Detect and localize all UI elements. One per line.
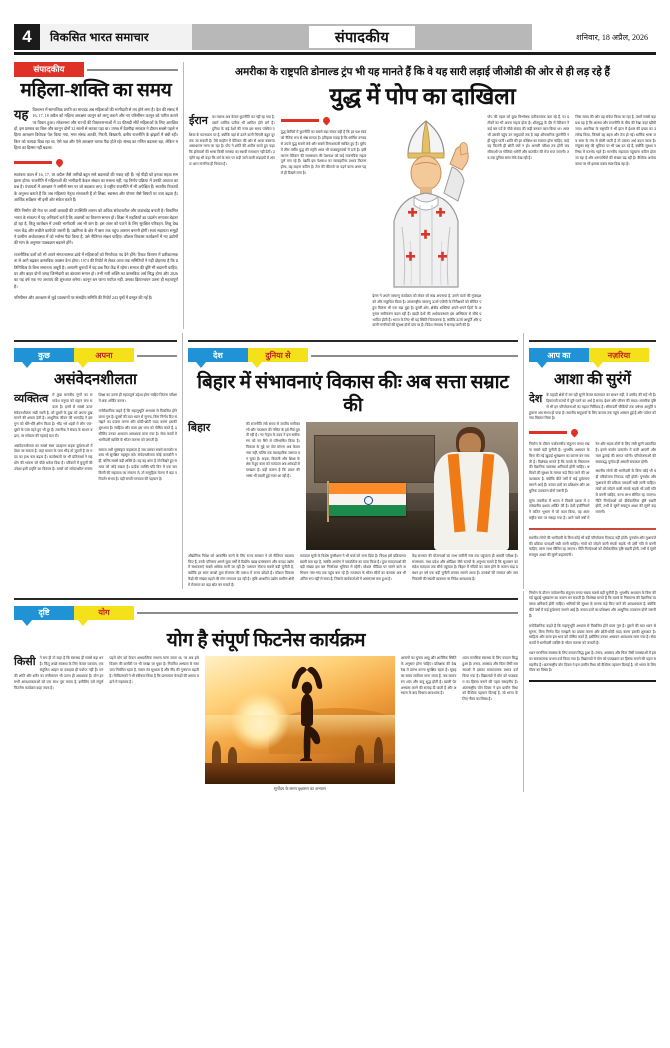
pope-illustration [374,115,479,290]
divider-dark [14,598,518,600]
lead-col-5 [575,115,656,329]
middle-block [14,333,656,588]
editorial-para-1: यह विश्वभर में सामाजिक प्रगति का मापदंड अब महिलाओं की भागीदारी से तय होने लगा है। देश की संसद में 16, 17, 18 अप्रैल को महिला आरक्षण कानून को लागू कराने और नए परिसीमन कानून को पारित कराने पर विचार हुआ। लोकसभा और राज्यों की विधानसभाओं में 33 फीसदी सीटें महिलाओं के लिए आरक्षित हों, इस प्रस्ताव का बिल और कानून दोनों 32 सालों से लटका पड़ा था। 1996 में देवगौड़ा सरकार ने दौरान सबसे पहले महिला आरक्षण विधेयक पेश किया गया, मगर संसद अटकी, गिरती, बिखरती, दलीय राजनीति के झंझटों में बंधी रही। किन को फायदा दिख रहा था, ऐसे पक्ष और ऐसे आरक्षण धारक पैदा होते रहे। संसद का गणित बदलता रहा, लेकिन महिला का हिस्सा नहीं बदला। [14,106,178,151]
ashaa-story [529,333,656,588]
yoga-col-3 [401,656,518,792]
bottom-block [14,591,656,793]
lead-para-e: जिस समय की ओर यह संकेत किया जा रहा है, उसमें सबसे बड़ा प्रश्न यह है कि आस्था और राजनीति के बीच की रेखा कहां खींची जाए। अमरीका के राष्ट्रपति ने भी हाल में ईश्वर की इच्छा का उल्लेख किया, जिससे यह बहस और तेज हो गई। धार्मिक भाषा जब सत्ता के मंच से बोली जाती है तो उसका अर्थ बदल जाता है। संयुक्त राष्ट्र की भूमिका पर भी प्रश्न उठ रहे हैं, क्योंकि सुरक्षा परिषद में मतभेद गहरे हैं। मानवीय सहायता पहुंचाना कठिन होता जा रहा है और शरणार्थियों की संख्या बढ़ रही है। वैश्विक अर्थव्यवस्था पर भी इसका दबाव स्पष्ट दिख रहा है। [575,115,656,166]
ashaa-tail: स्थानीय लोगों की भागीदारी के बिना कोई भी बड़ी परियोजना टिकाऊ नहीं होती। पुनर्वास और मुआवजे की प्रक्रिया पारदर्शी रखी जानी चाहिए। गांवों को जोड़ने वाली संपर्क सड़कें भी उसी गति से बननी चाहिए, वरना लाभ सीमित रह जाएगा। नीति निर्माताओं को दीर्घकालिक दृष्टि रखनी होगी, तभी ये सुरंगें सचमुच आशा की सुरंगें कहलाएंगी। [528,535,656,558]
bihar-tagrow [188,348,518,363]
section-title: संपादकीय [309,26,415,48]
vyaktitva-headline: असंवेदनशीलता [54,372,137,389]
bihar-col-2 [246,422,300,550]
editorial-footnote: परिसीमन और आरक्षण से जुड़े प्रावधानों पर संसदीय समिति की रिपोर्ट 243 पृष्ठों में प्रस्तुत की गई है। [14,295,153,301]
yoga-caption: सूर्योदय के समय वृक्षासन का अभ्यास [273,786,326,792]
ornament-bar [529,431,567,434]
top-block [14,62,656,329]
ashaa-para-c: सुरंग तकनीक में भारत ने पिछले दशक में उल्लेखनीय दक्षता अर्जित की है। देशी इंजीनियरों ने कठिन भूभाग में जो काम किया, वह अंतरराष्ट्रीय स्तर पर सराहा गया है। आने वाले वर्षों में रेल और सड़क दोनों के लिए लंबी सुरंगें प्रस्तावित हैं। इनसे कार्बन उत्सर्जन में कमी आएगी और माल ढुलाई की लागत घटेगी। परियोजनाओं की समयबद्ध पूर्णता ही असली सफलता होगी। [528,442,656,520]
ink-drop-icon [570,427,579,438]
bihar-para-d: केंद्र सरकार की योजनाओं का लाभ जमीनी स्तर तक पहुंचाना ही असली परीक्षा है। राजस्थान, मध्य प्रदेश और ओडिशा जैसे राज्यों के अनुभव बताते हैं कि सुशासन का संदेश मतदाता तक सीधे पहुंचता है। बिहार में नदियों का जाल होने के कारण बाढ़ प्रबंधन हर वर्ष एक बड़ी चुनौती बनकर सामने आता है। तटबंधों की मरम्मत और जल निकासी की स्थायी व्यवस्था पर निवेश आवश्यक है। [411,553,518,582]
yoga-photo [205,656,395,784]
bihar-body-lower [188,554,518,589]
vyaktitva-tagrow [14,348,177,363]
yoga-para-a: किसी ने सच ही तो कहा है कि स्वास्थ्य ही सबसे बड़ा धन है। किंतु अच्छे स्वास्थ्य के लिए केवल व्यायाम, एक संतुलित आहार या दवाइयां ही पर्याप्त नहीं हैं। मन की शांति और शरीर का लचीलापन भी उतना ही आवश्यक है। योग इन सभी आवश्यकताओं को एक साथ पूरा करता है, इसीलिए उसे संपूर्ण फिटनेस कार्यक्रम कहा जाता है। [14,656,104,690]
ornament-3 [529,427,656,438]
vyaktitva-para-d: समाज तभी सुसंस्कृत कहलाता है जब उसका सबसे कमजोर सदस्य भी सुरक्षित महसूस करे। संवेदनशीलता कोई कमजोरी नहीं, बल्कि सबसे बड़ी शक्ति है। यह वह धागा है जो बिखरे हुए समाज को जोड़े रखता है। प्रत्येक व्यक्ति यदि दिन में एक बार किसी की सहायता का संकल्प ले, तो सामूहिक चेतना में बड़ा परिवर्तन संभव है। यही सच्ची मानवता की पहचान है। [98,447,177,481]
bihar-photo-wrap [306,422,518,550]
yoga-headline: योग है संपूर्ण फिटनेस कार्यक्रम [166,629,366,651]
divider-dark [188,340,518,342]
lead-col-4 [487,115,569,329]
tag-duniya-se[interactable]: दुनिया से [248,348,308,362]
left-lower-column [14,333,177,588]
editorial-para-2: स्वतंत्रता काल में 16, 17, 18 अप्रैल जैसे तारीखें बहुत सारे बदलावों की गवाह रही हैं। नई पीढ़ी को इनका महत्व समझाना होगा। राजनीति में महिलाओं की भागीदारी केवल संख्या का मसला नहीं, यह निर्णय प्रक्रिया में उनकी आवाज का प्रश्न है। पंचायतों में आरक्षण ने जमीनी स्तर पर जो बदलाव लाए, वे राष्ट्रीय राजनीति में भी अपेक्षित हैं। स्थानीय निकायों के अनुभव बताते हैं कि जब महिलाएं नेतृत्व संभालती हैं तो शिक्षा, स्वास्थ्य और पोषण जैसे विषयों पर व्यय बढ़ता है। आर्थिक सर्वेक्षण भी इसी ओर संकेत करते हैं। [14,171,178,203]
divider-vertical [182,333,183,588]
bihar-photo [306,422,518,550]
yoga-dropcap: किसी [14,656,36,669]
divider-vertical [523,333,524,588]
tag-desh[interactable]: देश [188,348,248,362]
yoga-para-b: पहले योग को केवल आध्यात्मिक साधना माना जाता था, पर अब इसे विज्ञान की कसौटी पर भी परखा जा चुका है। नियमित अभ्यास से रक्तचाप नियंत्रित रहता है, पाचन तंत्र सुधरता है और नींद की गुणवत्ता बढ़ती है। चिकित्सकों ने भी स्वीकार किया है कि प्राणायाम फेफड़ों की क्षमता बढ़ाने में सहायक है। [109,656,199,684]
yoga-story [14,591,518,793]
editorial-tagrow [14,62,178,77]
masthead-date: शनिवार, 18 अप्रैल, 2026 [532,24,656,50]
tag-rule [87,69,178,71]
divider-vertical [523,591,524,793]
page-number: 4 [14,24,40,50]
vyaktitva-para-c: मनोवैज्ञानिक कहते हैं कि सहानुभूति अभ्यास से विकसित होने वाला गुण है। दूसरों की बात ध्यान से सुनना, बिना निर्णय दिए समझने का प्रयास करना और छोटी-छोटी मदद करना इसकी शुरुआत है। साहित्य और कला इस भाव को पोषित करते हैं, इसीलिए उनका अध्ययन आवश्यक माना गया है। सेवा कार्यों में भागीदारी व्यक्ति के भीतर करुणा को जगाती है। [98,408,177,442]
indian-flag-icon [329,483,405,516]
ashaa-body-lower [529,442,656,522]
bihar-col-1 [188,422,240,550]
yoga-para-d: ध्यान मानसिक स्वास्थ्य के लिए वरदान सिद्ध हुआ है। तनाव, अवसाद और चिंता जैसी समस्याओं में इसका सकारात्मक प्रभाव दर्ज किया गया है। विद्यालयों में योग को पाठ्यक्रम का हिस्सा बनाने की पहल सराहनीय है। अंतरराष्ट्रीय योग दिवस ने इस प्राचीन विधा को वैश्विक पहचान दिलाई है, जो भारत के लिए गौरव का विषय है। [462,656,518,702]
ashaa-para-a: देश के पहाड़ी क्षेत्रों में बन रही सुरंगें केवल यातायात का साधन नहीं, वे उम्मीद की राहें भी हैं। हिमालयी राज्यों में दूरी घटने का अर्थ है समय, ईंधन और जीवन की बचत। सामरिक दृष्टि से भी इन परियोजनाओं का महत्व निर्विवाद है। सीमावर्ती चौकियों तक वर्षभर आपूर्ति पहुंचाना अब संभव हो पाया है। स्थानीय समुदायों के लिए बाजार तक पहुंच आसान हुई है और पर्यटन को नया विस्तार मिला है। [528,393,656,421]
ashaa-para-b: निर्माण के दौरान पर्यावरणीय संतुलन बनाए रखना सबसे बड़ी चुनौती है। भूगर्भीय अध्ययन के बिना की गई खुदाई भूस्खलन का कारण बन सकती है। विशेषज्ञ मानते हैं कि मलबे के निस्तारण की वैज्ञानिक व्यवस्था अनिवार्य होनी चाहिए। श्रमिकों की सुरक्षा के मानक कड़े किए जाने की आवश्यकता है, क्योंकि बीते वर्षों में कई दुर्घटनाएं सामने आई हैं। बचाव दलों का प्रशिक्षण और आधुनिक उपकरण दोनों जरूरी हैं। [528,442,590,493]
lead-para-d: पोप की पहल को कुछ विश्लेषक प्रतीकात्मक बता रहे हैं, पर प्रतीकों का भी अपना महत्व होता है। शीतयुद्ध के दौर में वेटिकन ने कई बार पर्दे के पीछे संवाद की कड़ी बनकर काम किया था। आज भी उसकी पहुंच उन समुदायों तक है जहां औपचारिक कूटनीति नहीं पहुंच पाती। शांति की हर कोशिश का स्वागत होना चाहिए, चाहे वह कितनी ही छोटी क्यों न हो। असली परीक्षा तब होगी जब सीमाओं पर गोलियां थमेंगी और बातचीत की मेज सज जाएगी। तब तक दुनिया सांस रोके देख रही है। [487,115,570,160]
ink-drop-icon [322,115,331,126]
lead-story [189,62,656,329]
ornament-bar [281,119,319,122]
lead-para-a: ईरान का मसला अब केवल कूटनीति का नहीं रह गया है, उसमें धार्मिक प्रतीक भी शामिल होने लगे हैं। दुनिया के कई देशों की नजर इस समय पश्चिम एशिया के घटनाक्रम पर है, क्योंकि वहां से उठने वाली चिंगारी बहुत दूर तक जा सकती है। ऐसे माहौल में वेटिकन की ओर से आया वक्तव्य असाधारण माना जा रहा है। पोप ने शांति की अपील करते हुए कहा कि हथियारों की भाषा किसी समस्या का स्थायी समाधान नहीं देती। उन्होंने यह भी कहा कि धर्म के नाम पर लड़ी जाने वाली लड़ाइयों में अंततः आम नागरिक ही पिसता है। [189,115,275,166]
tag-drishti[interactable]: दृष्टि [14,606,74,620]
ornament-2 [281,115,367,126]
yoga-tagrow [14,606,518,621]
person-figure [429,424,514,549]
masthead-rule [14,52,656,55]
yoga-body-right [401,656,518,703]
paper-name: विकसित भारत समाचार [40,24,192,50]
vyaktitva-para-b: असंवेदनशीलता का सबसे स्पष्ट उदाहरण सड़क दुर्घटनाओं में देखा जा सकता है, जहां घायल के पास भीड़ तो जुटती है पर मदद का हाथ कम बढ़ता है। कार्यस्थलों पर भी प्रतिस्पर्धा ने सहयोग की भावना को पीछे धकेल दिया है। परिवारों में बुजुर्गों की उपेक्षा इसी प्रवृत्ति का विस्तार है। बच्चों को संवेदनशील बनाना शिक्षा का उतना ही महत्वपूर्ण उद्देश्य होना चाहिए जितना परीक्षा में अंक अर्जित करना। [14,393,177,471]
editorial-dropcap: यह [14,106,29,122]
editorial-para-3: नीति निर्माण की मेज पर आधी आबादी की उपस्थिति शासन को अधिक संवेदनशील और जवाबदेह बनाती है। विकसित भारत के संकल्प में यह अनिवार्य शर्त है कि अवसरों का वितरण समान हो। शिक्षा में लड़कियों का प्रदर्शन लगातार बेहतर हो रहा है, किंतु कार्यबल में उनकी भागीदारी अब भी कम है। इस अंतर को पाटने के लिए सुरक्षित परिवहन, शिशु देखभाल केंद्र और लचीले कार्यघंटे जरूरी हैं। उद्यमिता के क्षेत्र में ऋण तक पहुंच आसान बनानी होगी। स्वयं सहायता समूहों ने ग्रामीण अर्थव्यवस्था में जो भरोसा पैदा किया है, उसे नीतिगत संबल चाहिए। कौशल विकास कार्यक्रमों में नए उद्योगों की मांग के अनुसार पाठ्यक्रम बदलने होंगे। [14,208,178,246]
lead-col-1 [189,115,275,329]
newspaper-page [0,24,670,1048]
masthead [14,24,656,50]
yoga-col-2 [109,656,198,792]
bottom-right-column [529,591,656,793]
bihar-para-b: औद्योगिक निवेश को आकर्षित करने के लिए राज्य सरकार ने जो नीतिगत बदलाव किए हैं, उनके परिणाम अगले कुछ वर्षों में दिखेंगे। खाद्य प्रसंस्करण और कपड़ा उद्योग में संभावनाएं सबसे अधिक मानी जा रही हैं। पलायन रोकना सबसे बड़ी चुनौती है, क्योंकि हर साल लाखों युवा रोजगार की तलाश में राज्य छोड़ते हैं। कौशल विकास केंद्रों की संख्या बढ़ाने की मांग लगातार उठ रही है। कृषि आधारित उद्योग ग्रामीण क्षेत्रों में रोजगार का बड़ा स्रोत बन सकते हैं। [187,553,294,587]
tag-rule [311,355,518,357]
tag-apna[interactable]: अपना [74,348,134,362]
ashaa-headline: आशा की सुरंगें [553,372,631,389]
lead-para-b: युद्ध शिविरों में कूटनीति का सबसे बड़ा संकट यही है कि हर पक्ष स्वयं को नैतिक रूप से श्रेष्ठ मानता है। इतिहास गवाह है कि धार्मिक उन्माद से उपजे युद्ध सबसे लंबे और सबसे विनाशकारी साबित हुए हैं। यूरोप में तीस वर्षीय युद्ध की स्मृति आज भी पाठ्यपुस्तकों में दर्ज है। इसी कारण वेटिकन की मध्यस्थता की पेशकश को कई राजनयिक महत्वपूर्ण मान रहे हैं। यद्यपि इस पेशकश का व्यावहारिक प्रभाव कितना होगा, यह कहना कठिन है। तेल की कीमतों पर पड़ने वाला असर पहले ही दिखने लगा है। [280,130,367,175]
lead-col-2 [281,115,367,329]
ornament [14,157,178,168]
bihar-headline: बिहार में संभावनाएं विकास कीः अब सत्ता सम्राट की [197,372,509,416]
yoga-para-c: आसनों का चुनाव आयु और शारीरिक स्थिति के अनुसार होना चाहिए। प्रशिक्षक की देखरेख में प्रारंभ करना सुरक्षित रहता है। सुबह का समय सर्वोत्तम माना जाता है, जब वातावरण शांत और वायु शुद्ध होती है। खाली पेट अभ्यास करने की सलाह दी जाती है और अभ्यास के बाद विश्राम आवश्यक है। [400,656,457,696]
bihar-para-a: की राजनीति लंबे समय से जातीय समीकरणों और गठबंधन की गणित के इर्द-गिर्द घूमती रही है। नए नेतृत्व के उदय ने इस समीकरण को नए सिरे से परिभाषित किया है। विकास के मुद्दे पर वोट मांगना अब केवल नारा नहीं, बल्कि एक व्यावहारिक जरूरत बन चुका है। सड़क, बिजली और शिक्षा के क्षेत्र में हुए काम को मतदाता अब आंकड़ों से परखता है। यही कारण है कि प्रचार की भाषा भी बदली हुई नजर आ रही है। [245,421,300,479]
bihar-dropcap: बिहार [187,421,211,434]
lead-dropcap: ईरान [189,115,208,128]
masthead-center [192,24,532,50]
yoga-pose-silhouette [288,664,326,768]
bottom-rule [529,680,656,682]
lead-headline: युद्ध में पोप का दाखिला [329,84,516,110]
tag-aap-ka[interactable]: आप का [529,348,589,362]
divider-dark [14,340,177,342]
yoga-photo-wrap [205,656,395,792]
tag-rule [137,612,518,614]
vyaktitva-dropcap: व्यक्तित्व [14,393,49,406]
lead-kicker: अमरीका के राष्ट्रपति डोनाल्ड ट्रंप भी यह मानते हैं कि वे यह सारी लड़ाई जीओडी की ओर से ही लड़ रहे हैं [235,67,610,78]
tag-rule [137,355,177,357]
divider-red [529,528,656,530]
ink-drop-icon [55,157,64,168]
divider-vertical [183,62,184,329]
tag-nazariya[interactable]: नज़रिया [589,348,649,362]
tag-sampadakiya[interactable]: संपादकीय [14,62,84,77]
ashaa-tagrow [529,348,656,363]
editorial-para-4: राजनीतिक दलों को भी अपने संगठनात्मक ढांचे में महिलाओं को निर्णायक पद देने होंगे। टिकट वितरण में प्रतीकात्मकता से आगे बढ़कर वास्तविक अवसर देना होगा। 1974 की रिपोर्ट से लेकर आज तक समितियों ने यही दोहराया है कि प्रतिनिधित्व के बिना समानता अधूरी है। आगामी चुनावों में यह प्रश्न फिर केंद्र में रहेगा। समाज की दृष्टि भी बदलनी चाहिए; घर और बाहर दोनों जगह जिम्मेदारी का बंटवारा समान हो। तभी नारी शक्ति का वास्तविक अर्थ सिद्ध होगा और 2026 का यह वर्ष एक नए अध्याय की शुरुआत बनेगा। कानून बन जाना पर्याप्त नहीं, उसका क्रियान्वयन उतना ही महत्वपूर्ण है। [14,251,178,289]
lead-col-3 [372,115,481,329]
divider-dark [529,340,656,342]
editorial-column [14,62,178,329]
ornament-bar [14,161,52,164]
bihar-story [188,333,518,588]
ashaa-dropcap: देश [528,393,543,406]
vyaktitva-body: व्यक्तित्व में कुछ मानवीय गुणों का समावेश मनुष्य को महान बना सकता है। इनमें से सबसे ऊपर संवेदनशीलता रखी जाती है, जो दूसरों के दुख को अपना दुख मानने की क्षमता देती है। आधुनिक जीवन की भागदौड़ ने इस गुण को धीरे-धीरे क्षीण किया है। भीड़ भरे शहरों में लोग एक-दूसरे के पास रहते हुए भी दूर हैं। तकनीक ने संवाद के साधन बढ़ाए, पर संवेदना की गहराई घटा दी। असंवेदनशीलता का सबसे स्पष्ट उदाहरण सड़क दुर्घटनाओं में देखा जा सकता है, जहां घायल के पास भीड़ तो जुटती है पर मदद का हाथ कम बढ़ता है। कार्यस्थलों पर भी प्रतिस्पर्धा ने सहयोग की भावना को पीछे धकेल दिया है। परिवारों में बुजुर्गों की उपेक्षा इसी प्रवृत्ति का विस्तार है। बच्चों को संवेदनशील बनाना शिक्षा का उतना ही महत्वपूर्ण उद्देश्य होना चाहिए जितना परीक्षा में अंक अर्जित करना। मनोवैज्ञानिक कहते हैं कि सहानुभूति अभ्यास से विकसित होने वाला गुण है। दूसरों की बात ध्यान से सुनना, बिना निर्णय दिए समझने का प्रयास करना और छोटी-छोटी मदद करना इसकी शुरुआत है। साहित्य और कला इस भाव को पोषित करते हैं, इसीलिए उनका अध्ययन आवश्यक माना गया है। सेवा कार्यों में भागीदारी व्यक्ति के भीतर करुणा को जगाती है। समाज तभी सुसंस्कृत कहलाता है जब उसका सबसे कमजोर सदस्य भी सुरक्षित महसूस करे। संवेदनशीलता कोई कमजोरी नहीं, बल्कि सबसे बड़ी शक्ति है। यह वह धागा है जो बिखरे हुए समाज को जोड़े रखता है। प्रत्येक व्यक्ति यदि दिन में एक बार किसी की सहायता का संकल्प ले, तो सामूहिक चेतना में बड़ा परिवर्तन संभव है। यही सच्ची मानवता की पहचान है। [14,393,177,481]
lead-para-c: ईरान ने अपने परमाणु कार्यक्रम को लेकर जो रुख अपनाया है, उसने वार्ता की गुंजाइश को और संकुचित किया है। अंतरराष्ट्रीय परमाणु ऊर्जा एजेंसी के निरीक्षकों को सीमित पहुंच मिलना भी एक बड़ा मुद्दा है। दूसरी ओर, क्षेत्रीय शक्तियां अपने-अपने हितों के अनुसार समीकरण बदल रही हैं। खाड़ी देशों की अर्थव्यवस्थाएं इस अस्थिरता से सीधे प्रभावित होती हैं। भारत के लिए भी यह स्थिति चिंताजनक है, क्योंकि ऊर्जा आपूर्ति और प्रवासी नागरिकों की सुरक्षा दोनों दांव पर हैं। विदेश मंत्रालय ने सलाह जारी की है। [372,294,482,328]
ashaa-para-d: स्थानीय लोगों की भागीदारी के बिना कोई भी बड़ी परियोजना टिकाऊ नहीं होती। पुनर्वास और मुआवजे की प्रक्रिया पारदर्शी रखी जानी चाहिए। गांवों को जोड़ने वाली संपर्क सड़कें भी उसी गति से बननी चाहिए, वरना लाभ सीमित रह जाएगा। नीति निर्माताओं को दीर्घकालिक दृष्टि रखनी होगी, तभी ये सुरंगें सचमुच आशा की सुरंगें कहलाएंगी। [595,469,656,515]
editorial-headline: महिला-शक्ति का समय [20,80,172,101]
tag-kuchh[interactable]: कुछ [14,348,74,362]
bihar-para-c: मतदाता सूची के विशेष पुनरीक्षण ने भी चर्चा को जन्म दिया है। विपक्ष इसे प्रक्रियागत खामी बता रहा है, जबकि आयोग ने पारदर्शिता का दावा किया है। युवा मतदाताओं की बड़ी संख्या इस बार निर्णायक भूमिका में रहेगी। सोशल मीडिया पर चलने वाले अभियान गांव-गांव तक पहुंच बना रहे हैं। गठबंधन के भीतर सीटों का बंटवारा अब भी अंतिम रूप नहीं ले सका है, जिससे कार्यकर्ताओं में असमंजस बना हुआ है। [299,553,406,582]
tag-yog[interactable]: योग [74,606,134,620]
bottom-right-text: निर्माण के दौरान पर्यावरणीय संतुलन बनाए रखना सबसे बड़ी चुनौती है। भूगर्भीय अध्ययन के बिना की गई खुदाई भूस्खलन का कारण बन सकती है। विशेषज्ञ मानते हैं कि मलबे के निस्तारण की वैज्ञानिक व्यवस्था अनिवार्य होनी चाहिए। श्रमिकों की सुरक्षा के मानक कड़े किए जाने की आवश्यकता है, क्योंकि बीते वर्षों में कई दुर्घटनाएं सामने आई हैं। बचाव दलों का प्रशिक्षण और आधुनिक उपकरण दोनों जरूरी हैं। मनोवैज्ञानिक कहते हैं कि सहानुभूति अभ्यास से विकसित होने वाला गुण है। दूसरों की बात ध्यान से सुनना, बिना निर्णय दिए समझने का प्रयास करना और छोटी-छोटी मदद करना इसकी शुरुआत है। साहित्य और कला इस भाव को पोषित करते हैं, इसीलिए उनका अध्ययन आवश्यक माना गया है। सेवा कार्यों में भागीदारी व्यक्ति के भीतर करुणा को जगाती है। ध्यान मानसिक स्वास्थ्य के लिए वरदान सिद्ध हुआ है। तनाव, अवसाद और चिंता जैसी समस्याओं में इसका सकारात्मक प्रभाव दर्ज किया गया है। विद्यालयों में योग को पाठ्यक्रम का हिस्सा बनाने की पहल सराहनीय है। अंतरराष्ट्रीय योग दिवस ने इस प्राचीन विधा को वैश्विक पहचान दिलाई है, जो भारत के लिए गौरव का विषय है। [529,590,656,673]
yoga-col-1 [14,656,103,792]
